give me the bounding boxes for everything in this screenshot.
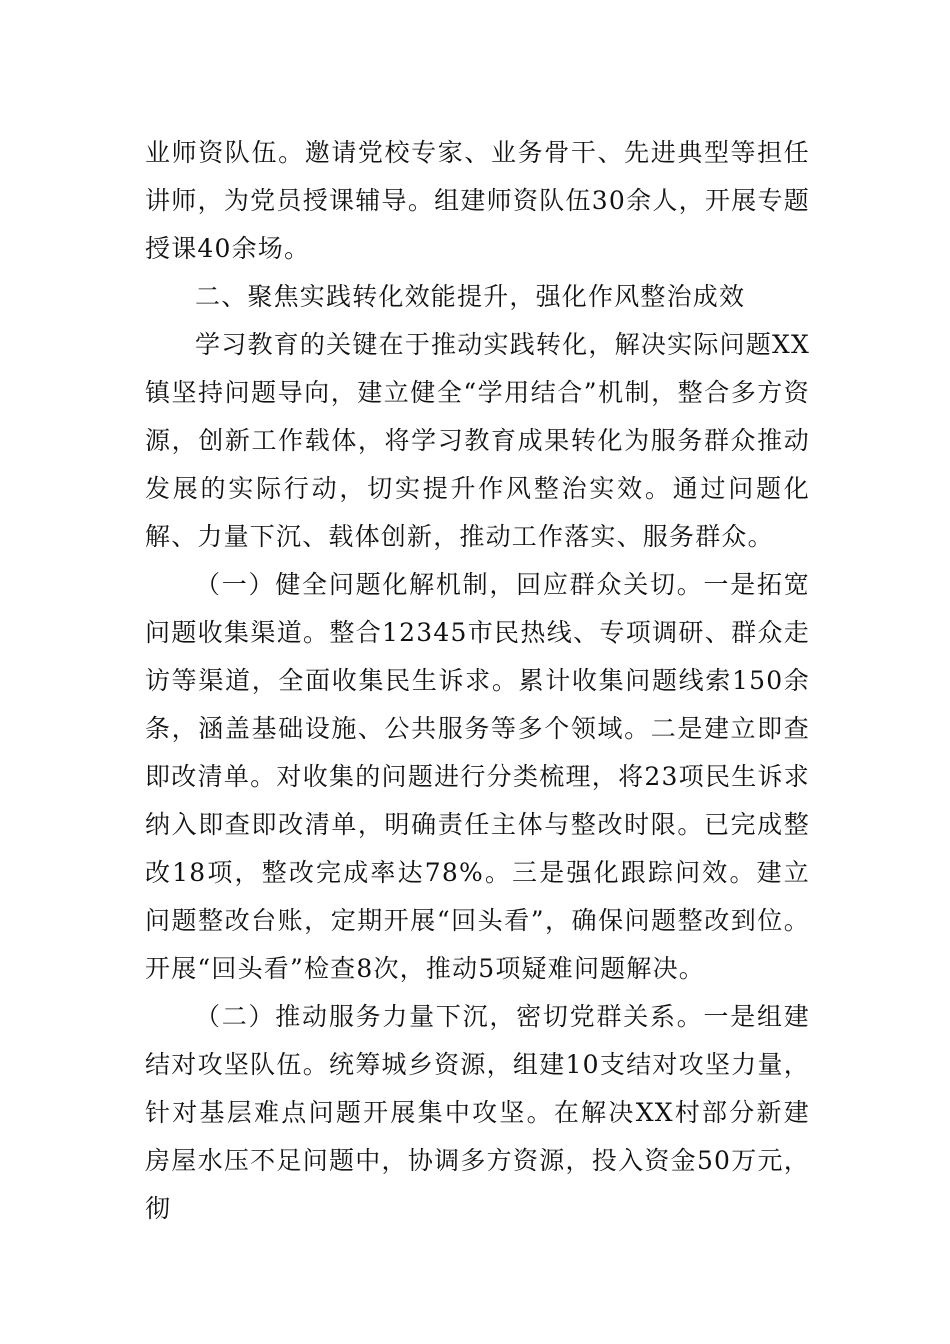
subsection-paragraph-1: （一）健全问题化解机制，回应群众关切。一是拓宽问题收集渠道。整合12345市民热线、专项调研、群众走访等渠道，全面收集民生诉求。累计收集问题线索150余条，涵盖基础设施、公共服务等多个领域。二是建立即查即改清单。对收集的问题进行分类梳理，将23项民生诉求纳入即查即改清单，明确责任主体与整改时限。已完成整改18项，整改完成率达78%。三是强化跟踪问效。建立问题整改台账，定期开展“回头看”，确保问题整改到位。开展“回头看”检查8次，推动5项疑难问题解决。 (145, 570, 810, 983)
paragraph-continuation: 业师资队伍。邀请党校专家、业务骨干、先进典型等担任讲师，为党员授课辅导。组建师资队伍30余人，开展专题授课40余场。 (145, 138, 810, 263)
subsection-paragraph-2: （二）推动服务力量下沉，密切党群关系。一是组建结对攻坚队伍。统筹城乡资源，组建10支结对攻坚力量，针对基层难点问题开展集中攻坚。在解决XX村部分新建房屋水压不足问题中，协调多方资源，投入资金50万元，彻 (145, 1002, 810, 1223)
section-intro-paragraph: 学习教育的关键在于推动实践转化，解决实际问题XX镇坚持问题导向，建立健全“学用结合”机制，整合多方资源，创新工作载体，将学习教育成果转化为服务群众推动发展的实际行动，切实提升作风整治实效。通过问题化解、力量下沉、载体创新，推动工作落实、服务群众。 (145, 330, 810, 551)
section-heading: 二、聚焦实践转化效能提升，强化作风整治成效 (195, 282, 746, 311)
document-body (145, 129, 810, 1233)
